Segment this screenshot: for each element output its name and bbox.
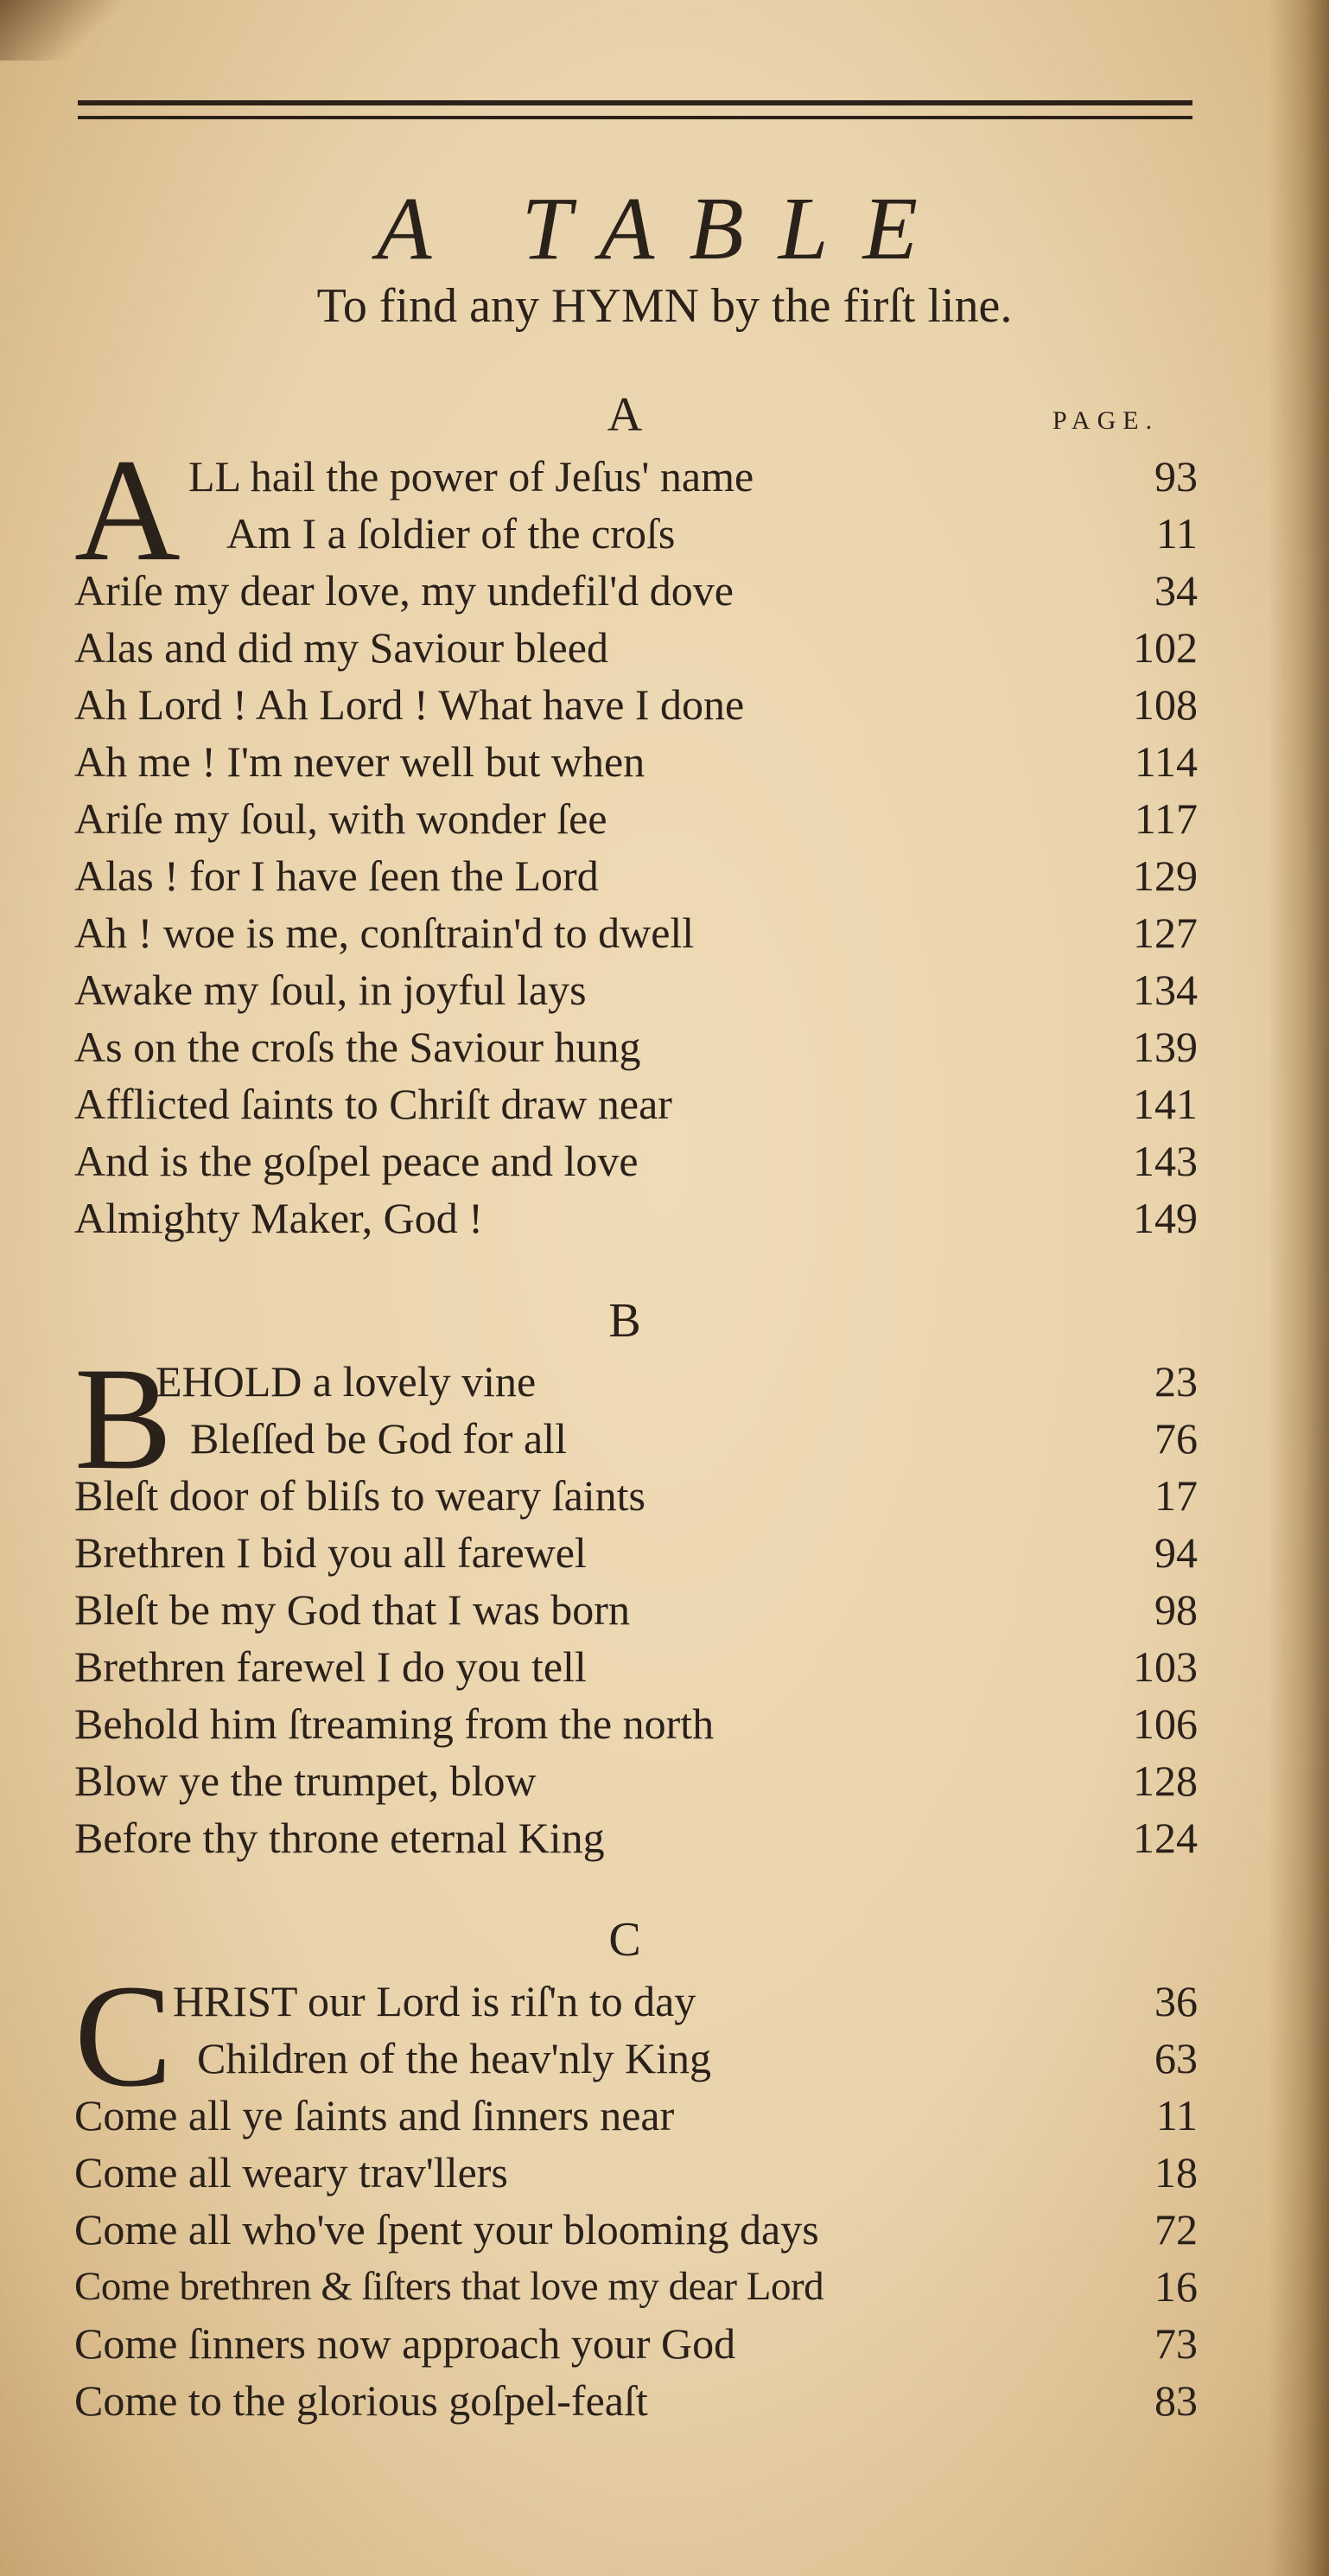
- hymn-entry: [74, 733, 1198, 790]
- hymn-page-number: 76: [1154, 1414, 1198, 1463]
- hymn-entry: [74, 2201, 1198, 2258]
- hymn-first-line: Ah me ! I'm never well but when: [74, 737, 645, 786]
- hymn-first-line: EHOLD a lovely vine: [156, 1357, 537, 1406]
- hymn-first-line: Bleſt be my God that I was born: [74, 1585, 630, 1634]
- hymn-page-number: 93: [1154, 452, 1198, 501]
- hymn-page-number: 143: [1133, 1137, 1198, 1185]
- hymn-page-number: 34: [1154, 566, 1198, 615]
- hymn-page-number: 128: [1133, 1757, 1198, 1805]
- hymn-page-number: 36: [1154, 1977, 1198, 2025]
- top-rule-thin: [78, 116, 1192, 119]
- hymn-page-number: 98: [1154, 1585, 1198, 1634]
- page-subtitle: To find any HYMN by the firſt line.: [316, 279, 1013, 333]
- section-letter-c: C: [608, 1913, 641, 1967]
- hymn-entry: [74, 1809, 1198, 1866]
- hymn-page-number: 16: [1154, 2262, 1198, 2311]
- hymn-page-number: 127: [1133, 909, 1198, 957]
- page-spine-shadow: [1269, 0, 1329, 2576]
- hymn-first-line: Bleſſed be God for all: [190, 1414, 567, 1463]
- section-letter-a: A: [607, 388, 643, 442]
- hymn-entry: [156, 1353, 1198, 1410]
- hymn-first-line: Alas and did my Saviour bleed: [74, 623, 608, 672]
- hymn-first-line: Alas ! for I have ſeen the Lord: [74, 851, 599, 900]
- hymn-first-line: As on the croſs the Saviour hung: [74, 1023, 641, 1071]
- hymn-first-line: HRIST our Lord is riſ'n to day: [173, 1977, 696, 2025]
- top-rule-thick: [78, 100, 1192, 105]
- hymn-first-line: Come brethren & ſiſters that love my dear Lord: [74, 2264, 824, 2309]
- hymn-entry: [74, 904, 1198, 961]
- hymn-entry: [74, 1189, 1198, 1247]
- hymn-page-number: 129: [1133, 851, 1198, 900]
- hymn-first-line: Ariſe my dear love, my undefil'd dove: [74, 566, 734, 615]
- hymn-entry: [74, 619, 1198, 676]
- hymn-page-number: 139: [1133, 1023, 1198, 1071]
- hymn-entry: [74, 1695, 1198, 1752]
- hymn-first-line: Come all ye ſaints and ſinners near: [74, 2091, 675, 2139]
- hymn-page-number: 73: [1154, 2319, 1198, 2368]
- section-letter-b: B: [608, 1294, 641, 1348]
- drop-cap-b: B: [74, 1337, 173, 1500]
- hymn-page-number: 124: [1133, 1814, 1198, 1862]
- hymn-entry: [74, 1581, 1198, 1638]
- hymn-first-line: Ah ! woe is me, conſtrain'd to dwell: [74, 909, 695, 957]
- hymn-first-line: Come to the glorious goſpel-feaſt: [74, 2376, 648, 2425]
- hymn-first-line: Am I a ſoldier of the croſs: [226, 509, 676, 558]
- hymn-page-number: 18: [1154, 2148, 1198, 2197]
- hymn-entry: [74, 961, 1198, 1018]
- hymn-entry: [74, 790, 1198, 847]
- hymn-page-number: 117: [1134, 794, 1198, 843]
- hymn-first-line: Behold him ſtreaming from the north: [74, 1699, 715, 1748]
- hymn-first-line: Bleſt door of bliſs to weary ſaints: [74, 1471, 646, 1520]
- hymn-entry: [74, 1075, 1198, 1132]
- hymn-first-line: Blow ye the trumpet, blow: [74, 1757, 537, 1805]
- hymn-first-line: Come ſinners now approach your God: [74, 2319, 736, 2368]
- hymn-first-line: LL hail the power of Jeſus' name: [188, 452, 754, 501]
- hymn-entry: [188, 448, 1198, 505]
- hymn-first-line: Before thy throne eternal King: [74, 1814, 605, 1862]
- hymn-page-number: 103: [1133, 1642, 1198, 1691]
- hymn-entry: [74, 2315, 1198, 2372]
- hymn-page-number: 114: [1134, 737, 1198, 786]
- hymn-page-number: 11: [1155, 509, 1198, 558]
- hymn-page-number: 83: [1154, 2376, 1198, 2425]
- hymn-page-number: 108: [1133, 680, 1198, 729]
- page-corner-shadow: [0, 0, 121, 61]
- hymn-page-number: 141: [1133, 1080, 1198, 1128]
- hymn-page-number: 102: [1133, 623, 1198, 672]
- hymn-entry: [226, 505, 1198, 562]
- hymn-first-line: Come all who've ſpent your blooming days: [74, 2205, 819, 2254]
- hymn-entry: [74, 847, 1198, 904]
- hymn-entry: [74, 1018, 1198, 1075]
- hymn-first-line: And is the goſpel peace and love: [74, 1137, 639, 1185]
- hymn-entry: [74, 1132, 1198, 1189]
- hymn-page-number: 11: [1155, 2091, 1198, 2139]
- hymn-page-number: 63: [1154, 2034, 1198, 2082]
- hymn-first-line: Ah Lord ! Ah Lord ! What have I done: [74, 680, 745, 729]
- hymn-entry: [197, 2030, 1198, 2087]
- drop-cap-a: A: [74, 429, 181, 591]
- hymn-entry: [74, 2144, 1198, 2201]
- drop-cap-c: C: [74, 1954, 173, 2117]
- hymn-page-number: 72: [1154, 2205, 1198, 2254]
- hymn-page-number: 106: [1133, 1699, 1198, 1748]
- hymn-entry: [173, 1973, 1198, 2030]
- hymn-first-line: Afflicted ſaints to Chriſt draw near: [74, 1080, 672, 1128]
- hymn-first-line: Brethren I bid you all farewel: [74, 1528, 587, 1577]
- hymn-first-line: Come all weary trav'llers: [74, 2148, 508, 2197]
- hymn-first-line: Children of the heav'nly King: [197, 2034, 711, 2082]
- hymn-page-number: 134: [1133, 966, 1198, 1014]
- page-title: A TABLE: [376, 179, 953, 278]
- hymn-first-line: Ariſe my ſoul, with wonder ſee: [74, 794, 607, 843]
- hymn-entry: [74, 1752, 1198, 1809]
- hymn-entry: [74, 2258, 1198, 2315]
- hymn-first-line: Almighty Maker, God !: [74, 1194, 483, 1242]
- hymn-first-line: Awake my ſoul, in joyful lays: [74, 966, 587, 1014]
- hymn-entry: [74, 2372, 1198, 2429]
- hymn-entry: [74, 2087, 1198, 2144]
- hymn-entry: [74, 1524, 1198, 1581]
- hymn-page-number: 23: [1154, 1357, 1198, 1406]
- hymn-entry: [74, 1467, 1198, 1524]
- hymn-entry: [74, 1638, 1198, 1695]
- hymn-entry: [74, 562, 1198, 619]
- hymn-entry: [190, 1410, 1198, 1467]
- hymn-first-line: Brethren farewel I do you tell: [74, 1642, 587, 1691]
- hymn-page-number: 17: [1154, 1471, 1198, 1520]
- page-column-label: PAGE.: [1052, 406, 1160, 435]
- hymn-page-number: 94: [1154, 1528, 1198, 1577]
- hymn-entry: [74, 676, 1198, 733]
- hymn-page-number: 149: [1133, 1194, 1198, 1242]
